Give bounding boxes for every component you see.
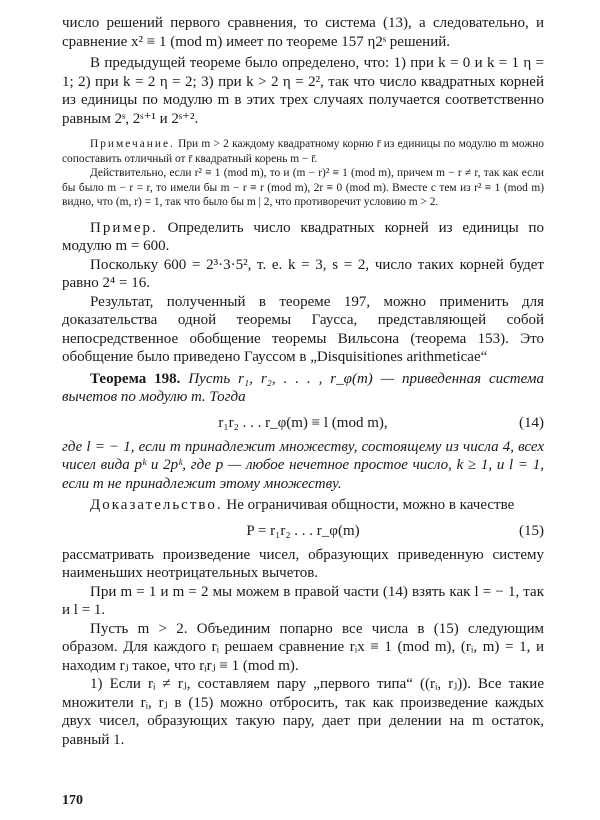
paragraph: В предыдущей теореме было определено, что: 1) при k = 0 и k = 1 η = 1; 2) при k = 2 η = 2; 3) при k > 2 η = 2², так что число квадратных корней из единицы по модулю m в этих трех случаях получается соответственно равным 2ˢ, 2ˢ⁺¹ и 2ˢ⁺². [62, 55, 544, 127]
theorem-text: Пусть r₁, r₂, . . . , r_φ(m) — приведенная система вычетов по модулю m. Тогда [62, 370, 544, 406]
example-label: Пример. [90, 219, 158, 236]
paragraph: число решений первого сравнения, то система (13), а следовательно, и сравнение x² ≡ 1 (mod m) имеет по теореме 157 η2ˢ решений. [62, 15, 544, 50]
formula-15-number: (15) [519, 522, 544, 539]
paragraph: 1) Если rᵢ ≠ rⱼ, составляем пару „первого типа“ ((rᵢ, rⱼ)). Все такие множители rᵢ, rⱼ в (15) можно отбросить, так как произведение каждых двух чисел, образующих такую пару, дает при делении на m остаток, равный 1. [62, 676, 544, 748]
paragraph: Результат, полученный в теореме 197, можно применить для доказательства одной теоремы Гаусса, представляющей собой непосредственное обобщение теоремы Вильсона (теорема 153). Это обобщение было приведено Гауссом в „Disquisitiones arithmeticae“ [62, 293, 544, 366]
paragraph: Поскольку 600 = 2³·3·5², т. е. k = 3, s = 2, число таких корней будет равно 2⁴ = 16. [62, 256, 544, 292]
paragraph: Пусть m > 2. Объединим попарно все числа в (15) следующим образом. Для каждого rᵢ решаем сравнение rᵢx ≡ 1 (mod m), (rᵢ, m) = 1, и находим rⱼ такое, что rᵢrⱼ ≡ 1 (mod m). [62, 620, 544, 674]
proof-label: Доказательство. [90, 497, 223, 514]
formula-15 [62, 521, 544, 541]
proof-text: Не ограничивая общности, можно в качестве [222, 497, 515, 514]
theorem-label: Теорема 198. [90, 370, 181, 387]
note-text: При m > 2 каждому квадратному корню r̄ из единицы по модулю m можно сопоставить отличный от r̄ квадратный корень m − r̄. [62, 138, 544, 165]
theorem-paragraph [62, 370, 544, 407]
paragraph: При m = 1 и m = 2 мы можем в правой части (14) взять как l = − 1, так и l = 1. [62, 583, 544, 619]
paragraph: рассматривать произведение чисел, образующих приведенную систему наименьших неотрицательных вычетов. [62, 546, 544, 582]
example-paragraph [62, 219, 544, 256]
note-paragraph: Действительно, если r² ≡ 1 (mod m), то и (m − r)² ≡ 1 (mod m), причем m − r ≠ r, так как если бы было m − r = r, то имели бы m − r ≡ r (mod m), 2r ≡ 0 (mod m). Вместе с тем из r² ≡ 1 (mod m) видно, что (m, r) = 1, так что было бы m | 2, что противоречит условию m > 2. [62, 167, 544, 209]
example-text: Определить число квадратных корней из единицы по модулю m = 600. [62, 219, 544, 255]
page-number: 170 [62, 793, 83, 808]
note-label: Примечание. [90, 138, 175, 150]
formula-15-body: P = r₁r₂ . . . r_φ(m) [246, 522, 360, 539]
note-paragraph [62, 137, 544, 166]
formula-14-body: r₁r₂ . . . r_φ(m) ≡ l (mod m), [218, 414, 388, 431]
page-content [62, 14, 544, 749]
formula-14-number: (14) [519, 414, 544, 431]
formula-14 [62, 413, 544, 433]
theorem-continuation: где l = − 1, если m принадлежит множеству, состоящему из числа 4, всех чисел вида pᵏ и 2pᵏ, где p — любое нечетное простое число, k ≥ 1, и l = 1, если m не принадлежит этому множеству. [62, 438, 544, 492]
proof-paragraph [62, 496, 544, 515]
